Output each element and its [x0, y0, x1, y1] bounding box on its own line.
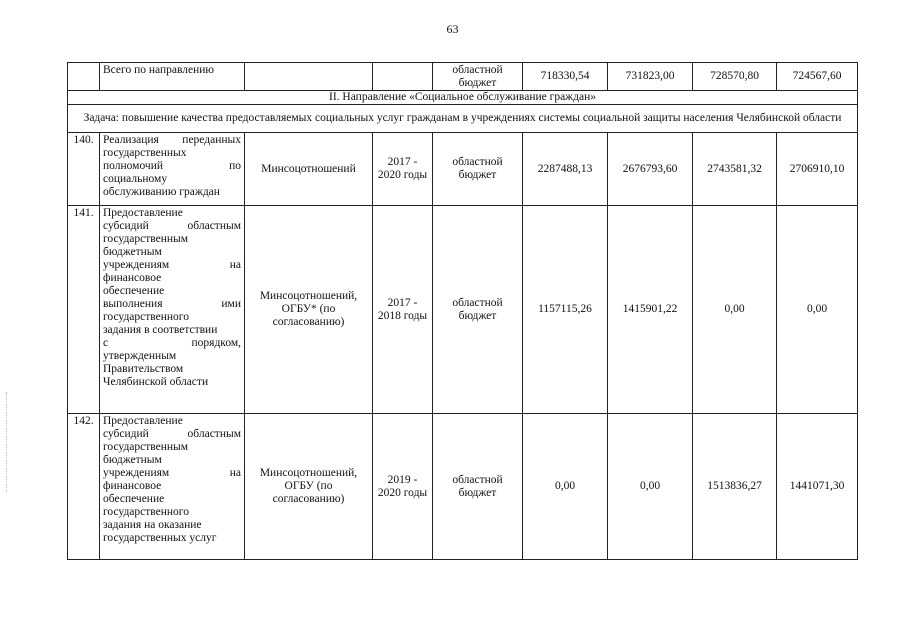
row-value-2019: 0,00: [693, 206, 777, 414]
row-name-line: субсидий областным: [103, 428, 241, 440]
row-number: 141.: [68, 206, 100, 414]
row-number: 140.: [68, 133, 100, 206]
total-value-2017: 718330,54: [523, 63, 608, 91]
task-text: Задача: повышение качества предоставляемых социальных услуг гражданам в учреждениях системы социальной защиты населения Челябинской области: [68, 105, 858, 133]
row-name-line: государственных: [103, 147, 187, 159]
row-name-line: государственного: [103, 506, 189, 518]
row-value-2019: 2743581,32: [693, 133, 777, 206]
row-value-2017: 2287488,13: [523, 133, 608, 206]
row-name-line: с порядком,: [103, 337, 241, 349]
row-number: 142.: [68, 414, 100, 560]
section-title: II. Направление «Социальное обслуживание граждан»: [68, 91, 858, 105]
section-row: [68, 91, 858, 105]
row-value-2020: 0,00: [777, 206, 858, 414]
row-executor: Минсоцотношений: [245, 133, 373, 206]
row-name-line: государственных услуг: [103, 532, 217, 544]
row-name-line: социальному: [103, 173, 168, 185]
row-source: областной бюджет: [433, 414, 523, 560]
row-name-line: Предоставление: [103, 415, 183, 427]
row-value-2017: 1157115,26: [523, 206, 608, 414]
total-value-2020: 724567,60: [777, 63, 858, 91]
task-row: [68, 105, 858, 133]
row-period: 2017 - 2018 годы: [373, 206, 433, 414]
row-source: областной бюджет: [433, 206, 523, 414]
table-row: [68, 414, 858, 560]
row-name-line: задания в соответствии: [103, 324, 218, 336]
row-name-line: утвержденным: [103, 350, 177, 362]
row-name-line: выполнения ими: [103, 298, 241, 310]
row-name-line: учреждениям на: [103, 467, 241, 479]
budget-table: [67, 62, 858, 560]
row-name-line: обеспечение: [103, 285, 165, 297]
row-name-line: Реализация переданных: [103, 134, 241, 146]
row-name-line: бюджетным: [103, 454, 162, 466]
row-period: 2019 - 2020 годы: [373, 414, 433, 560]
row-name-line: обеспечение: [103, 493, 165, 505]
row-value-2020: 2706910,10: [777, 133, 858, 206]
row-name-line: финансовое: [103, 480, 162, 492]
total-source: областной бюджет: [433, 63, 523, 91]
row-name-line: обслуживанию граждан: [103, 186, 220, 198]
page-number: 63: [446, 22, 459, 36]
total-label: Всего по направлению: [100, 63, 245, 91]
row-value-2018: 1415901,22: [608, 206, 693, 414]
total-value-2019: 728570,80: [693, 63, 777, 91]
row-name-line: Правительством: [103, 363, 184, 375]
row-executor: Минсоцотношений, ОГБУ (по согласованию): [245, 414, 373, 560]
total-period-cell: [373, 63, 433, 91]
total-executor-cell: [245, 63, 373, 91]
row-value-2020: 1441071,30: [777, 414, 858, 560]
row-value-2018: 2676793,60: [608, 133, 693, 206]
row-value-2018: 0,00: [608, 414, 693, 560]
row-value-2017: 0,00: [523, 414, 608, 560]
table-row: [68, 206, 858, 414]
row-executor: Минсоцотношений, ОГБУ* (по согласованию): [245, 206, 373, 414]
row-name-line: субсидий областным: [103, 220, 241, 232]
row-name-line: Челябинской области: [103, 376, 209, 388]
row-name: [100, 414, 245, 560]
total-row: [68, 63, 858, 91]
table-row: [68, 133, 858, 206]
row-name: [100, 133, 245, 206]
row-name-line: финансовое: [103, 272, 162, 284]
total-value-2018: 731823,00: [608, 63, 693, 91]
row-name-line: Предоставление: [103, 207, 183, 219]
row-name-line: задания на оказание: [103, 519, 202, 531]
row-name-line: полномочий по: [103, 160, 241, 172]
row-name-line: государственного: [103, 311, 189, 323]
scan-margin-mark: [6, 392, 8, 492]
row-name: [100, 206, 245, 414]
row-name-line: бюджетным: [103, 246, 162, 258]
row-source: областной бюджет: [433, 133, 523, 206]
row-period: 2017 - 2020 годы: [373, 133, 433, 206]
total-num-cell: [68, 63, 100, 91]
row-name-line: учреждениям на: [103, 259, 241, 271]
row-name-line: государственным: [103, 441, 189, 453]
row-name-line: государственным: [103, 233, 189, 245]
row-value-2019: 1513836,27: [693, 414, 777, 560]
